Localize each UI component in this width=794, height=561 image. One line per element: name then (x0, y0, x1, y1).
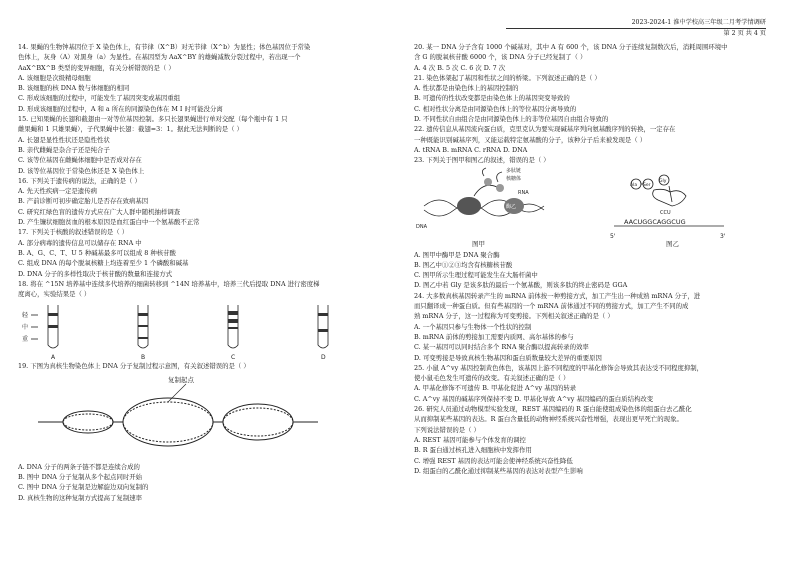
page-header (506, 18, 766, 38)
option-a-label: A (51, 354, 56, 362)
right-block-2 (414, 250, 770, 477)
label-gly: Gly (659, 178, 667, 184)
figure-23-svg (414, 166, 770, 250)
label-ala: Ala (630, 182, 638, 188)
text-line: 24. 大多数真核基因转录产生的 mRNA 前体按一种剪接方式，加工产生出一种成熟 mRNA 分子，进 (414, 291, 701, 300)
text-line: A. 先天性疾病一定是遗传病 (18, 187, 97, 196)
caption-yi: 图乙 (666, 239, 679, 248)
text-line: 熟 mRNA 分子，这一过程称为可变剪接。下列相关叙述正确的是（ ） (414, 312, 614, 321)
label-enzyme-yi: 酶乙 (506, 203, 517, 210)
text-line: A. 长翅是显性性状还是隐性性状 (18, 135, 110, 144)
text-line: 含 G 的脱氧核苷酸 6000 个，该 DNA 分子已经复制了（ ） (414, 53, 587, 62)
text-line: C. 组成 DNA 的每个脱氧核糖上均连着至少 1 个磷酸和碱基 (18, 259, 189, 268)
text-line: B. mRNA 前体的剪接加工需要内质网、高尔基体的参与 (414, 332, 574, 341)
left-block-2 (18, 361, 374, 371)
text-line: A. 一个基因只参与生物体一个性状的控制 (414, 322, 532, 331)
replication-svg (18, 372, 374, 462)
text-line: 23. 下列关于图甲和图乙的叙述，错误的是（ ） (414, 156, 550, 165)
left-block-1 (18, 42, 374, 299)
text-line: C. 该等位基因在雌蝇体细胞中是否成对存在 (18, 156, 142, 165)
origin-label: 复制起点 (168, 375, 194, 384)
label-enzyme-jia: 酶甲 (454, 191, 465, 198)
text-line: D. 组蛋白的乙酰化通过抑制某些基因的表达对表型产生影响 (414, 466, 583, 475)
label-mrna-sequence: AACUGGCAGGCUG (624, 217, 686, 226)
text-line: D. DNA 分子的多样性取决于核苷酸的数量和连接方式 (18, 269, 173, 278)
text-line: 雌果蝇和 1 只雄果蝇），子代果蝇中长翅：截翅=3：1。据此无法判断的是（ ） (18, 125, 243, 134)
tube-label-middle: 中 (22, 324, 29, 332)
text-line: A. 性状都是由染色体上的基因控制的 (414, 84, 519, 93)
text-line: D. 该等位基因位于常染色体还是 X 染色体上 (18, 166, 145, 175)
left-column (18, 42, 374, 503)
text-line: B. A、G、C、T、U 5 种碱基最多可以组成 8 种核苷酸 (18, 248, 176, 257)
left-block-3 (18, 462, 374, 503)
exam-title: 2023-2024-1 淮中学校高三年级二月考学情调研 (631, 19, 766, 26)
option-b-label: B (141, 354, 146, 362)
text-line: D. 图乙中若 Gly 是该多肽的最后一个氨基酸，则该多肽的终止密码是 GGA (414, 281, 628, 290)
text-line: AaX^BX^B 类型的变异细胞，有关分析错误的是（ ） (18, 63, 175, 72)
text-line: C. 图甲所示生理过程可能发生在大肠杆菌中 (414, 271, 538, 280)
text-line: A. 部分病毒的遗传信息可以储存在 RNA 中 (18, 238, 142, 247)
text-line: 26. 研究人员通过动物模型实验发现，REST 基因编码的 R 蛋白能使组成染色体的组蛋白去乙酰化 (414, 405, 692, 414)
text-line: D. 形成该细胞的过程中，A 和 a 所在的同源染色体在 M I 时可能没分离 (18, 104, 223, 113)
ribosome (484, 178, 492, 186)
text-line: 而只翻译成一种蛋白质。但有些基因的一个 mRNA 前体通过不同的剪接方式，加工产生不同的成 (414, 302, 689, 311)
figure-19-dna-replication (18, 372, 374, 462)
tube-d (318, 305, 328, 348)
right-block-1 (414, 42, 770, 166)
text-line: C. 某一基因可以同时结合多个 RNA 聚合酶以提高转录的效率 (414, 343, 589, 352)
text-line: B. 该细胞的核 DNA 数与体细胞的相同 (18, 84, 130, 93)
text-line: 17. 下列关于核酸的叙述错误的是（ ） (18, 228, 129, 237)
text-line: C. 研究红绿色盲的遗传方式应在广大人群中随机抽样调查 (18, 207, 181, 216)
enzyme-jia (457, 197, 481, 215)
text-line: D. 产生镰状细胞贫血的根本原因是血红蛋白中一个氨基酸不正常 (18, 218, 200, 227)
text-line: A. 该细胞是次级精母细胞 (18, 73, 91, 82)
text-line: B. 图中 DNA 分子复制从多个起点同时开始 (18, 473, 143, 482)
text-line: 一种既能识别碱基序列，又能运载特定氨基酸的分子，该种分子后来被发现是（ ） (414, 135, 647, 144)
text-line: A. 图甲中酶甲是 DNA 聚合酶 (414, 250, 500, 259)
text-line: A. DNA 分子的两条子链不都是连续合成的 (18, 462, 140, 471)
text-line: 从而抑制某些基因的表达。R 蛋白含量低的动物神经系统兴奋性增强，表现出更早死亡的现象。 (414, 415, 683, 424)
label-ser: Ser (643, 182, 651, 188)
text-line: 22. 遗传信息从基因流向蛋白质，克里克认为要实现碱基序列向氨基酸序列的转换，一定存在 (414, 125, 676, 134)
text-line: B. 图乙中①②③均含有核糖核苷酸 (414, 260, 513, 269)
figure-23 (414, 166, 770, 250)
figure-18-centrifuge-tubes (18, 299, 374, 361)
trna (653, 189, 686, 206)
text-line: C. A^vy 基因的碱基序列保持不变 D. 甲基化导致 A^vy 基因编码的蛋白质结构改变 (414, 394, 654, 403)
text-line: C. 形成该细胞的过程中，可能发生了基因突变或基因重组 (18, 94, 181, 103)
tube-label-light: 轻 (22, 312, 29, 320)
text-line: D. 真核生物的这种复制方式提高了复制速率 (18, 493, 142, 502)
text-line: 下列说法错误的是（ ） (414, 425, 480, 434)
text-line: A. tRNA B. mRNA C. rRNA D. DNA (414, 145, 528, 154)
label-dna: DNA (416, 223, 428, 230)
option-c-label: C (231, 354, 236, 362)
label-ribosome: 核糖体 (506, 175, 522, 182)
text-line: 15. 已知果蝇的长翅和截翅由一对等位基因控制。多只长翅果蝇进行单对交配（每个瓶中有 1 只 (18, 115, 288, 124)
text-line: C. 增强 REST 基因的表达可能会使神经系统兴奋性降低 (414, 456, 573, 465)
text-line: D. 不同性状自由组合是由同源染色体上的非等位基因自由组合导致的 (414, 115, 609, 124)
text-line: D. 可变剪接是导致真核生物基因和蛋白质数量较大差异的重要原因 (414, 353, 602, 362)
text-line: 21. 染色体架起了基因和性状之间的桥梁。下列叙述正确的是（ ） (414, 73, 601, 82)
text-line: 25. 小鼠 A^vy 基因控制黄色体色，该基因上游不同程度的甲基化修饰会导致其表达受不同程度抑制， (414, 363, 704, 372)
label-polypeptide: 多肽链 (506, 167, 522, 174)
text-line: C. 图中 DNA 分子复制是边解旋边双向复制的 (18, 483, 149, 492)
text-line: 使小鼠毛色发生可遗传的改变。有关叙述正确的是（ ） (414, 374, 570, 383)
right-column (414, 42, 770, 476)
text-line: 20. 某一 DNA 分子含有 1000 个碱基对，其中 A 有 600 个，该 DNA 分子连续复制数次后，消耗周围环境中 (414, 43, 728, 51)
text-line: 16. 下列关于遗传病的说法，正确的是（ ） (18, 176, 141, 185)
text-line: B. 亲代雌蝇是杂合子还是纯合子 (18, 145, 110, 154)
label-3prime: 3' (720, 232, 726, 240)
text-line: A. 甲基化修饰不可遗传 B. 甲基化促进 A^vy 基因的转录 (414, 384, 577, 393)
text-line: 度离心，实验结果是（ ） (18, 290, 91, 299)
tube-label-heavy: 重 (22, 336, 29, 344)
page-number: 第 2 页 共 4 页 (723, 30, 766, 37)
option-d-label: D (321, 354, 326, 362)
text-line: 18. 将在 ^15N 培养基中连续多代培养的细菌转移到 ^14N 培养基中，培养三代后提取 DNA 进行密度梯 (18, 279, 320, 288)
caption-jia: 图甲 (472, 239, 485, 248)
text-line: B. 产前诊断可初步确定胎儿是否存在致病基因 (18, 197, 149, 206)
text-line: 14. 果蝇的生物钟基因位于 X 染色体上，有节律（X^B）对无节律（X^b）为显性；体色基因位于常染 (18, 43, 311, 51)
label-anticodon: CCU (660, 209, 671, 216)
text-line: 19. 下图为真核生物染色体上 DNA 分子复制过程示意图，有关叙述错误的是（ ） (18, 362, 250, 371)
label-rna: RNA (518, 189, 529, 196)
text-line: A. 4 次 B. 5 次 C. 6 次 D. 7 次 (414, 63, 506, 72)
text-line: B. 可遗传的性状改变都是由染色体上的基因突变导致的 (414, 94, 570, 103)
label-5prime: 5' (610, 232, 616, 240)
text-line: C. 相对性状分离是由同源染色体上的等位基因分离导致的 (414, 104, 577, 113)
text-line: A. REST 基因可能参与个体发育的调控 (414, 435, 526, 444)
tubes-svg (18, 299, 374, 361)
text-line: 色体上，灰身（A）对黑身（a）为显性。在基因型为 AaX^BY 的雄蝇减数分裂过程中，若出现一个 (18, 53, 301, 62)
text-line: B. R 蛋白通过核孔进入细胞核中发挥作用 (414, 446, 532, 455)
